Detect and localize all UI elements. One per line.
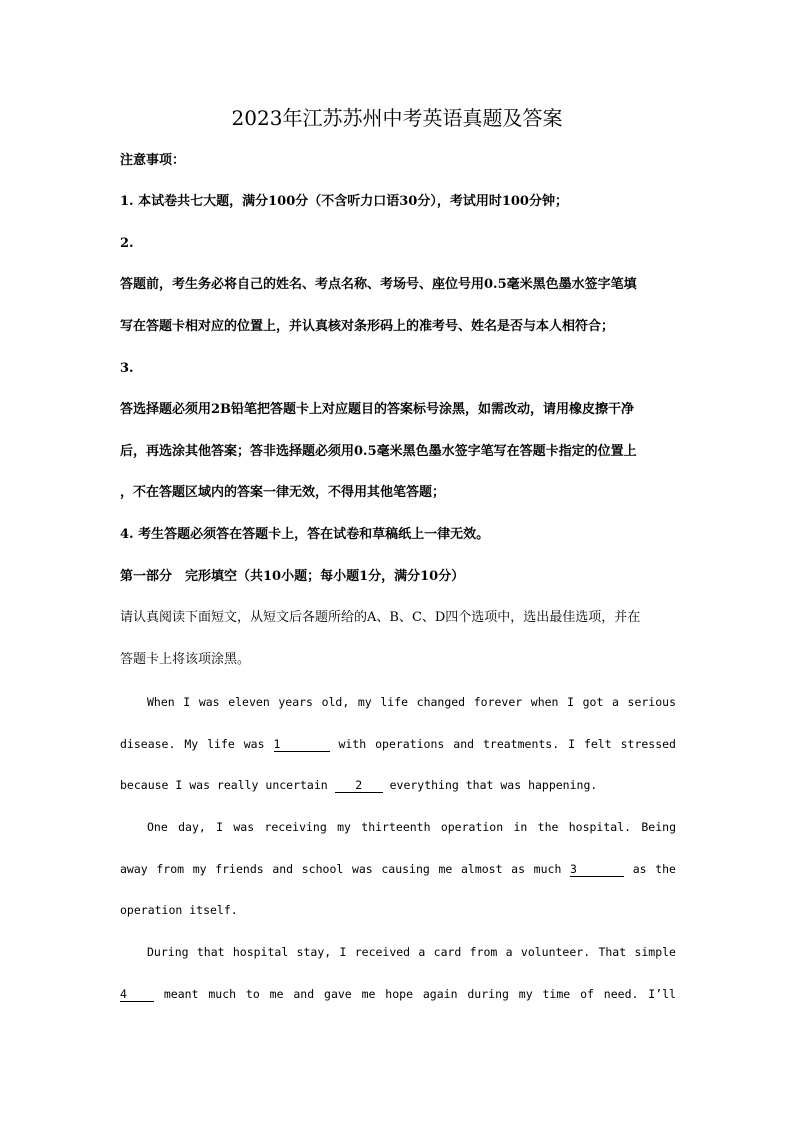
blank-4: 4 (120, 987, 154, 1002)
passage-p2-line-1: One day, I was receiving my thirteenth operation in the hospital. Being (147, 820, 676, 834)
notice-item-2-line-2: 写在答题卡相对应的位置上，并认真核对条形码上的准考号、姓名是否与本人相符合； (120, 319, 615, 334)
blank-1: 1 (274, 737, 330, 752)
notice-item-3-line-1: 答选择题必须用2B铅笔把答题卡上对应题目的答案标号涂黑，如需改动，请用橡皮擦干净 (120, 402, 635, 417)
section-instructions-line-1: 请认真阅读下面短文，从短文后各题所给的A、B、C、D四个选项中，选出最佳选项，并在 (120, 610, 641, 625)
notice-item-4: 4. 考生答题必须答在答题卡上，答在试卷和草稿纸上一律无效。 (120, 527, 490, 542)
blank-2: 2 (335, 778, 383, 793)
page-title: 2023年江苏苏州中考英语真题及答案 (231, 106, 563, 130)
passage-p2-line-2 (120, 860, 676, 878)
passage-text: as the (632, 862, 676, 876)
notice-item-3-line-2: 后，再选涂其他答案；答非选择题必须用0.5毫米黑色墨水签字笔写在答题卡指定的位置上 (120, 444, 637, 459)
passage-text: disease. My life was (120, 737, 265, 751)
passage-p1-line-1: When I was eleven years old, my life changed forever when I got a serious (147, 695, 676, 709)
passage-p2-line-3: operation itself. (120, 903, 238, 917)
notice-item-1: 1. 本试卷共七大题，满分100分（不含听力口语30分），考试用时100分钟； (120, 194, 568, 209)
passage-text: away from my friends and school was causing me almost as much (120, 862, 562, 876)
notice-item-3-line-3: ，不在答题区域内的答案一律无效，不得用其他笔答题； (120, 485, 446, 500)
passage-p1-line-2 (120, 735, 676, 753)
section-heading: 第一部分 完形填空（共10小题；每小题1分，满分10分） (120, 569, 465, 584)
notice-heading: 注意事项： (120, 153, 186, 168)
passage-text: meant much to me and gave me hope again during my time of need. I’ll (163, 987, 676, 1001)
notice-item-2-line-1: 答题前，考生务必将自己的姓名、考点名称、考场号、座位号用0.5毫米黑色墨水签字笔填 (120, 277, 637, 292)
section-instructions-line-2: 答题卡上将该项涂黑。 (120, 652, 251, 667)
passage-p1-line-3 (120, 776, 676, 794)
blank-3: 3 (570, 862, 624, 877)
passage-text: everything that was happening. (389, 778, 598, 792)
notice-item-3-number: 3. (120, 361, 134, 376)
passage-text: with operations and treatments. I felt stressed (338, 737, 676, 751)
passage-p3-line-2 (120, 985, 676, 1003)
passage-text: because I was really uncertain (120, 778, 328, 792)
notice-item-2-number: 2. (120, 236, 134, 251)
passage-p3-line-1: During that hospital stay, I received a card from a volunteer. That simple (147, 945, 676, 959)
